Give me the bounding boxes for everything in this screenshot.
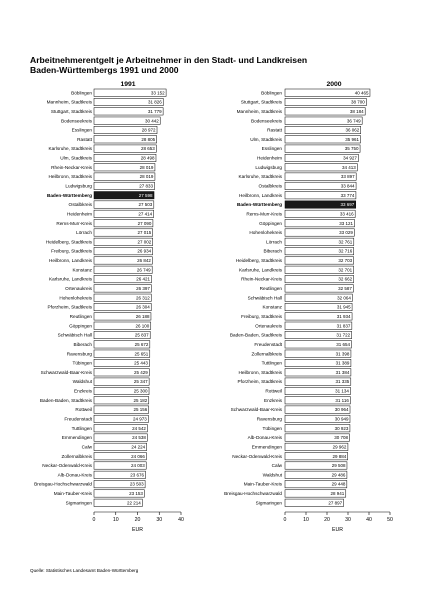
data-label: 29 508 xyxy=(331,463,346,469)
data-label: 23 676 xyxy=(130,472,144,478)
category-label: Tuttlingen xyxy=(261,360,282,366)
data-label: 28 972 xyxy=(141,127,156,133)
data-label: 31 384 xyxy=(335,369,350,375)
x-tick-label: 50 xyxy=(387,517,393,523)
data-label: 25 651 xyxy=(134,351,149,357)
data-label: 33 897 xyxy=(340,174,355,180)
data-label: 28 019 xyxy=(139,164,154,170)
category-label: Waldshut xyxy=(72,379,92,385)
category-label: Breisgau-Hochschwarzwald xyxy=(34,481,92,487)
data-label: 36 062 xyxy=(345,127,360,133)
x-tick-label: 20 xyxy=(134,517,141,523)
data-label: 32 064 xyxy=(337,295,351,301)
category-label: Pforzheim, Stadtkreis xyxy=(237,379,282,385)
data-label: 25 672 xyxy=(134,341,149,347)
data-label: 32 701 xyxy=(338,267,353,273)
data-label: 31 389 xyxy=(335,360,350,366)
data-label: 27 503 xyxy=(138,202,153,208)
data-label: 32 761 xyxy=(338,239,353,245)
category-label: Ostalbkreis xyxy=(68,202,92,208)
category-label: Heilbronn, Landkreis xyxy=(239,192,282,198)
x-tick-label: 20 xyxy=(324,517,330,523)
data-label: 25 300 xyxy=(133,388,148,394)
category-label: Rottweil xyxy=(75,407,92,413)
category-label: Konstanz xyxy=(72,267,92,273)
x-tick-label: 30 xyxy=(156,517,163,523)
category-label: Rems-Murr-Kreis xyxy=(56,220,92,226)
data-label: 27 598 xyxy=(138,192,153,198)
data-label: 28 019 xyxy=(139,174,154,180)
data-label: 28 498 xyxy=(140,155,155,161)
data-label: 28 941 xyxy=(330,491,345,497)
data-label: 27 015 xyxy=(137,230,152,236)
category-label: Zollernalbkreis xyxy=(61,453,92,459)
category-label: Emmendingen xyxy=(61,435,92,441)
category-label: Ortenaukreis xyxy=(65,286,92,292)
category-label: Karlsruhe, Landkreis xyxy=(239,267,282,273)
data-label: 23 153 xyxy=(129,491,143,497)
category-label: Rhein-Neckar-Kreis xyxy=(51,164,92,170)
data-label: 29 962 xyxy=(332,444,347,450)
data-label: 26 188 xyxy=(135,313,150,319)
category-label: Mannheim, Stadtkreis xyxy=(236,108,282,114)
data-label: 33 029 xyxy=(339,230,353,236)
data-label: 25 347 xyxy=(133,379,148,385)
panel-title-2000: 2000 xyxy=(326,81,342,88)
data-label: 33 121 xyxy=(339,220,354,226)
category-label: Schwäbisch Hall xyxy=(57,332,92,338)
category-label: Sigmaringen xyxy=(65,500,92,506)
data-label: 30 708 xyxy=(334,435,348,441)
x-axis-label: EUR xyxy=(132,527,143,533)
data-label: 31 722 xyxy=(336,332,351,338)
data-label: 25 182 xyxy=(133,397,148,403)
data-label: 27 833 xyxy=(139,183,154,189)
data-label: 33 774 xyxy=(340,192,355,198)
category-label: Ludwigsburg xyxy=(65,183,92,189)
category-label: Konstanz xyxy=(262,304,282,310)
data-label: 38 700 xyxy=(351,99,365,105)
category-label: Neckar-Odenwald-Kreis xyxy=(42,463,92,469)
category-label: Mannheim, Stadtkreis xyxy=(46,99,92,105)
data-label: 32 662 xyxy=(338,276,353,282)
data-label: 31 837 xyxy=(336,323,351,329)
data-label: 31 779 xyxy=(147,108,162,114)
category-label: Ostalbkreis xyxy=(258,183,282,189)
category-label: Zollernalbkreis xyxy=(251,351,282,357)
data-label: 24 003 xyxy=(130,463,145,469)
chart-title-line1: Arbeitnehmerentgelt je Arbeitnehmer in den Stadt- und Landkreisen xyxy=(30,55,308,65)
data-label: 30 442 xyxy=(144,118,159,124)
category-label: Ulm, Stadtkreis xyxy=(250,136,282,142)
data-label: 27 414 xyxy=(138,211,153,217)
category-label: Freiburg, Stadtkreis xyxy=(241,313,282,319)
category-label: Bodenseekreis xyxy=(60,118,92,124)
data-label: 31 654 xyxy=(336,341,350,347)
data-label: 24 538 xyxy=(132,435,146,441)
data-label: 40 465 xyxy=(354,90,369,96)
category-label: Main-Tauber-Kreis xyxy=(243,481,282,487)
data-label: 36 749 xyxy=(346,118,361,124)
data-label: 31 934 xyxy=(336,313,351,319)
category-label: Main-Tauber-Kreis xyxy=(53,491,92,497)
category-label: Baden-Baden, Stadtkreis xyxy=(39,397,92,403)
x-axis-label: EUR xyxy=(332,527,343,533)
data-label: 24 066 xyxy=(131,453,145,459)
category-label: Rottweil xyxy=(265,388,282,394)
category-label: Tübingen xyxy=(262,425,282,431)
category-label: Göppingen xyxy=(259,220,282,226)
data-label: 25 429 xyxy=(134,369,148,375)
data-label: 38 184 xyxy=(349,108,364,114)
category-label: Rems-Murr-Kreis xyxy=(246,211,282,217)
category-label: Böblingen xyxy=(71,90,92,96)
data-label: 33 416 xyxy=(339,211,354,217)
data-label: 25 443 xyxy=(134,360,148,366)
category-label: Baden-Württemberg xyxy=(46,192,92,198)
category-label: Heidenheim xyxy=(256,155,282,161)
category-label: Ortenaukreis xyxy=(255,323,282,329)
data-label: 35 961 xyxy=(345,136,360,142)
data-label: 31 826 xyxy=(147,99,162,105)
category-label: Göppingen xyxy=(69,323,92,329)
chart-title-line2: Baden-Württembergs 1991 und 2000 xyxy=(30,65,179,75)
category-label: Alb-Donau-Kreis xyxy=(57,472,92,478)
category-label: Tuttlingen xyxy=(71,425,92,431)
category-label: Rastatt xyxy=(267,127,282,133)
x-tick-label: 10 xyxy=(112,517,119,523)
category-label: Esslingen xyxy=(71,127,92,133)
data-label: 30 949 xyxy=(334,416,349,422)
category-label: Böblingen xyxy=(261,90,282,96)
data-label: 26 312 xyxy=(135,295,150,301)
data-label: 27 897 xyxy=(328,500,343,506)
data-label: 33 697 xyxy=(340,202,355,208)
category-label: Baden-Baden, Stadtkreis xyxy=(229,332,282,338)
data-label: 26 397 xyxy=(136,286,150,292)
category-label: Lörrach xyxy=(76,230,92,236)
x-tick-label: 0 xyxy=(283,517,287,523)
category-label: Karlsruhe, Landkreis xyxy=(49,276,92,282)
x-tick-label: 0 xyxy=(92,517,96,523)
source-note: Quelle: Statistisches Landesamt Baden-Württemberg xyxy=(30,568,139,573)
x-tick-label: 30 xyxy=(345,517,351,523)
data-label: 34 413 xyxy=(342,164,356,170)
data-label: 29 448 xyxy=(331,481,346,487)
data-label: 30 923 xyxy=(334,425,349,431)
category-label: Ulm, Stadtkreis xyxy=(60,155,92,161)
category-label: Calw xyxy=(81,444,92,450)
category-label: Ravensburg xyxy=(256,416,282,422)
data-label: 31 398 xyxy=(335,351,350,357)
category-label: Freudenstadt xyxy=(254,341,282,347)
data-label: 26 934 xyxy=(137,248,152,254)
data-label: 23 503 xyxy=(129,481,144,487)
category-label: Hohenlohekreis xyxy=(249,230,282,236)
category-label: Heilbronn, Stadtkreis xyxy=(48,174,92,180)
category-label: Biberach xyxy=(263,248,282,254)
category-label: Emmendingen xyxy=(251,444,282,450)
category-label: Hohenlohekreis xyxy=(59,295,92,301)
data-label: 31 945 xyxy=(336,304,351,310)
panel-title-1991: 1991 xyxy=(120,81,136,88)
category-label: Rastatt xyxy=(77,136,92,142)
category-label: Pforzheim, Stadtkreis xyxy=(47,304,92,310)
category-label: Ravensburg xyxy=(66,351,92,357)
data-label: 27 002 xyxy=(137,239,152,245)
data-label: 26 304 xyxy=(135,304,150,310)
category-label: Heilbronn, Landkreis xyxy=(49,258,92,264)
category-label: Heidelberg, Stadtkreis xyxy=(235,258,282,264)
data-label: 22 214 xyxy=(127,500,141,506)
category-label: Heilbronn, Stadtkreis xyxy=(238,369,282,375)
data-label: 31 335 xyxy=(335,379,350,385)
data-label: 32 716 xyxy=(338,248,353,254)
category-label: Calw xyxy=(271,463,282,469)
category-label: Reutlingen xyxy=(259,286,282,292)
category-label: Stuttgart, Stadtkreis xyxy=(50,108,92,114)
data-label: 32 703 xyxy=(338,258,353,264)
data-label: 26 421 xyxy=(136,276,150,282)
x-tick-label: 10 xyxy=(303,517,309,523)
data-label: 27 090 xyxy=(137,220,152,226)
category-label: Enzkreis xyxy=(74,388,92,394)
data-label: 29 486 xyxy=(331,472,346,478)
data-label: 31 134 xyxy=(335,388,349,394)
data-label: 28 805 xyxy=(141,136,156,142)
category-label: Schwarzwald-Baar-Kreis xyxy=(230,407,282,413)
category-label: Neckar-Odenwald-Kreis xyxy=(232,453,282,459)
category-label: Karlsruhe, Stadtkreis xyxy=(238,174,282,180)
data-label: 24 224 xyxy=(131,444,146,450)
category-label: Rhein-Neckar-Kreis xyxy=(241,276,282,282)
category-label: Stuttgart, Stadtkreis xyxy=(240,99,282,105)
category-label: Schwarzwald-Baar-Kreis xyxy=(40,369,92,375)
data-label: 31 116 xyxy=(335,397,349,403)
data-label: 26 100 xyxy=(135,323,150,329)
data-label: 26 842 xyxy=(137,258,151,264)
data-label: 33 844 xyxy=(340,183,355,189)
category-label: Enzkreis xyxy=(264,397,282,403)
data-label: 25 156 xyxy=(133,407,148,413)
data-label: 28 653 xyxy=(141,146,155,152)
data-label: 34 927 xyxy=(343,155,357,161)
category-label: Waldshut xyxy=(262,472,282,478)
x-tick-label: 40 xyxy=(366,517,372,523)
data-label: 24 542 xyxy=(132,425,146,431)
category-label: Sigmaringen xyxy=(255,500,282,506)
category-label: Breisgau-Hochschwarzwald xyxy=(224,491,282,497)
category-label: Reutlingen xyxy=(69,313,92,319)
data-label: 24 973 xyxy=(133,416,147,422)
x-tick-label: 40 xyxy=(178,517,184,523)
data-label: 32 587 xyxy=(338,286,352,292)
category-label: Ludwigsburg xyxy=(255,164,282,170)
category-label: Heidelberg, Stadtkreis xyxy=(45,239,92,245)
data-label: 25 837 xyxy=(134,332,149,338)
category-label: Alb-Donau-Kreis xyxy=(247,435,282,441)
category-label: Lörrach xyxy=(266,239,282,245)
data-label: 33 152 xyxy=(150,90,165,96)
category-label: Freiburg, Stadtkreis xyxy=(51,248,92,254)
category-label: Bodenseekreis xyxy=(250,118,282,124)
data-label: 26 749 xyxy=(136,267,151,273)
category-label: Esslingen xyxy=(261,146,282,152)
data-label: 35 750 xyxy=(344,146,359,152)
category-label: Baden-Württemberg xyxy=(236,202,282,208)
data-label: 30 964 xyxy=(334,407,349,413)
category-label: Karlsruhe, Stadtkreis xyxy=(48,146,92,152)
category-label: Schwäbisch Hall xyxy=(247,295,282,301)
data-label: 29 884 xyxy=(332,453,347,459)
category-label: Tübingen xyxy=(72,360,92,366)
category-label: Heidenheim xyxy=(66,211,92,217)
category-label: Biberach xyxy=(73,341,92,347)
category-label: Freudenstadt xyxy=(64,416,92,422)
